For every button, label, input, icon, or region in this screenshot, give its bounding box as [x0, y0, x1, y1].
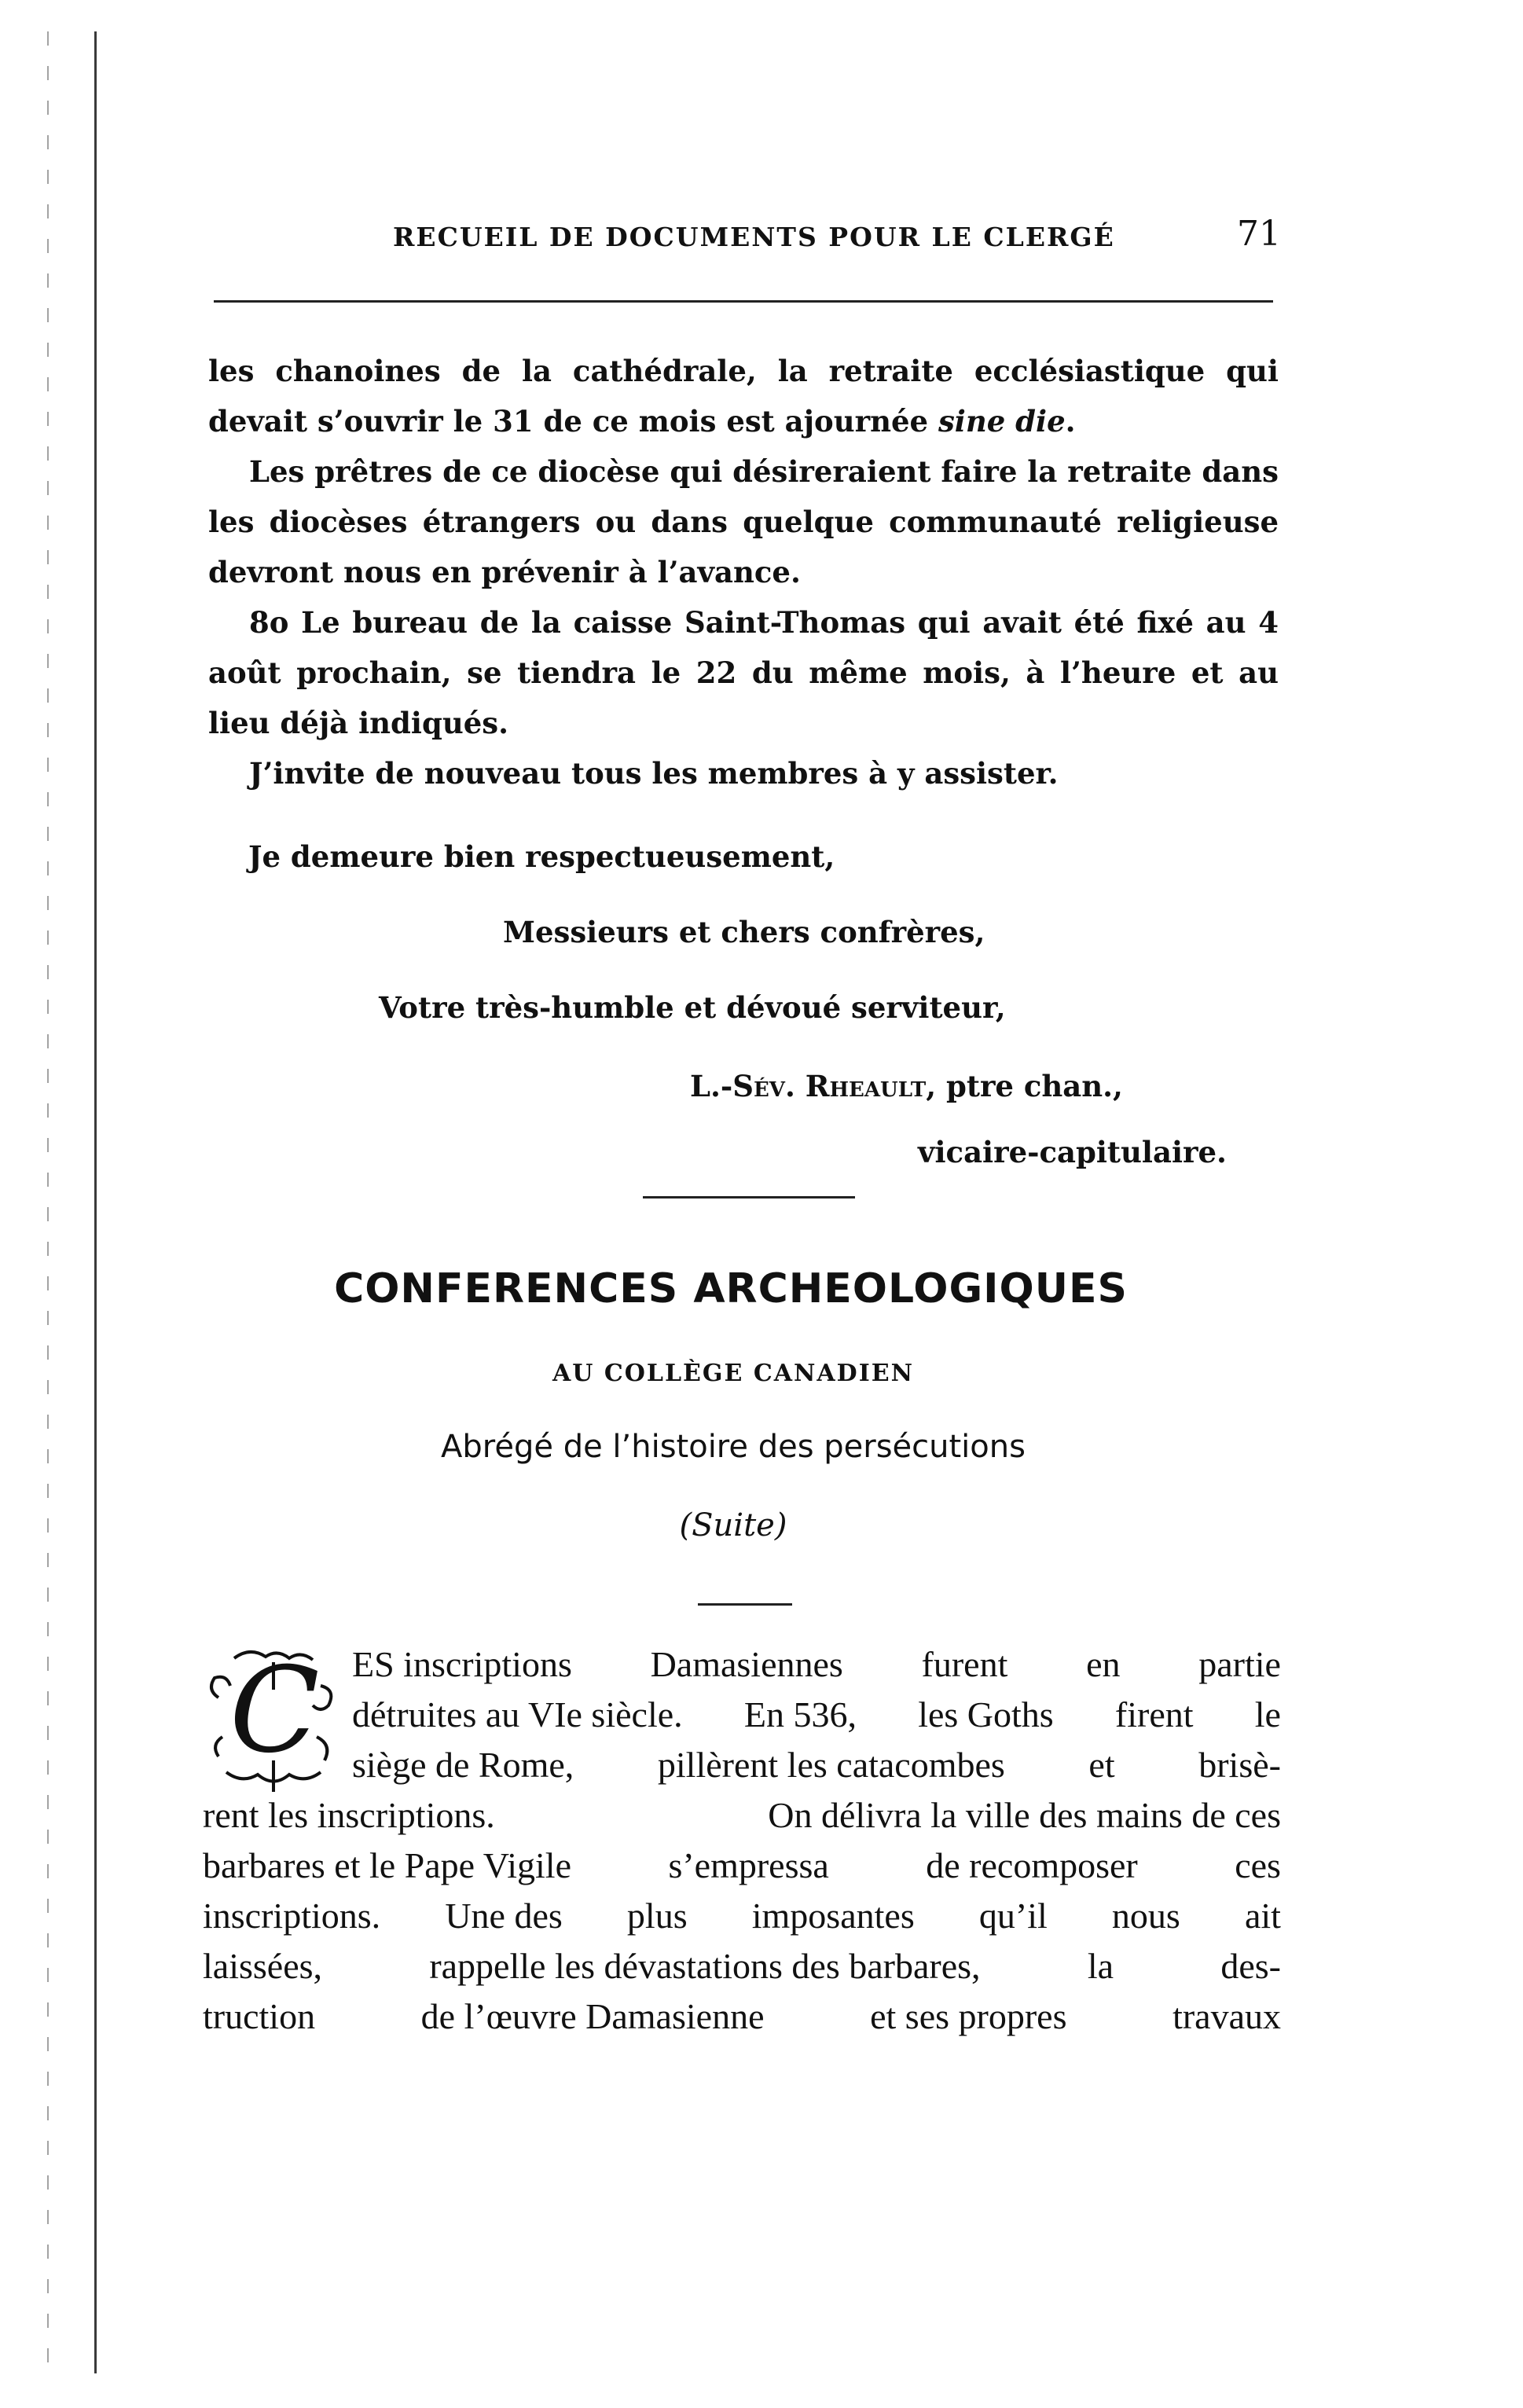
continued-label: (Suite): [679, 1507, 787, 1544]
binding-edge-dashed: [47, 31, 49, 2373]
abstract-heading: Abrégé de l’histoire des persécutions: [441, 1429, 1026, 1465]
signature-role: vicaire-capitulaire.: [918, 1135, 1227, 1169]
article-line: laissées, rappelle les dévastations des barbares, la des-: [203, 1946, 1281, 1986]
signature-title: , ptre chan.,: [926, 1069, 1123, 1103]
closing-line-3: Votre très-humble et dévoué serviteur,: [379, 990, 1006, 1025]
letter-body: [208, 346, 1279, 798]
article-body: [203, 1639, 1281, 2042]
section-divider: [643, 1196, 855, 1198]
article-line: détruites au VIe siècle. En 536, les Goths firent le: [352, 1694, 1281, 1734]
letter-paragraph-1: les chanoines de la cathédrale, la retraite ecclésiastique qui devait s’ouvrir le 31 de ce mois est ajournée sine die.: [208, 354, 1279, 439]
letter-paragraph-2: Les prêtres de ce diocèse qui désireraient faire la retraite dans les diocèses étrangers ou dans quelque communauté religieuse devront nous en prévenir à l’avance.: [208, 454, 1279, 589]
running-head: RECUEIL DE DOCUMENTS POUR LE CLERGÉ: [393, 222, 1115, 252]
article-line: rent les inscriptions. On délivra la ville des mains de ces: [203, 1795, 1281, 1835]
article-line: siège de Rome, pillèrent les catacombes et brisè-: [352, 1745, 1281, 1785]
binding-edge-line: [94, 31, 97, 2373]
article-line: truction de l’œuvre Damasienne et ses propres travaux: [203, 1996, 1281, 2036]
article-line: barbares et le Pape Vigile s’empressa de recomposer ces: [203, 1845, 1281, 1885]
closing-line-2: Messieurs et chers confrères,: [503, 915, 985, 949]
letter-paragraph-3: 8o Le bureau de la caisse Saint-Thomas qui avait été fixé au 4 août prochain, se tiendra le 22 du même mois, à l’heure et au lieu déjà indiqués.: [208, 605, 1279, 740]
signature-name: L.-Sév. Rheault: [690, 1069, 927, 1103]
short-divider: [698, 1603, 792, 1606]
letter-paragraph-4: J’invite de nouveau tous les membres à y assister.: [249, 756, 1059, 791]
dropcap-letter: C: [229, 1643, 320, 1779]
article-line: ES inscriptions Damasiennes furent en partie: [352, 1644, 1281, 1684]
section-title: CONFERENCES ARCHEOLOGIQUES: [334, 1265, 1128, 1312]
signature-line: [690, 1069, 1123, 1103]
closing-line-1: Je demeure bien respectueusement,: [248, 839, 835, 874]
header-rule: [214, 300, 1273, 303]
article-line: inscriptions. Une des plus imposantes qu’il nous ait: [203, 1896, 1281, 1936]
section-subtitle: AU COLLÈGE CANADIEN: [552, 1360, 915, 1387]
page-number: 71: [1237, 214, 1281, 254]
